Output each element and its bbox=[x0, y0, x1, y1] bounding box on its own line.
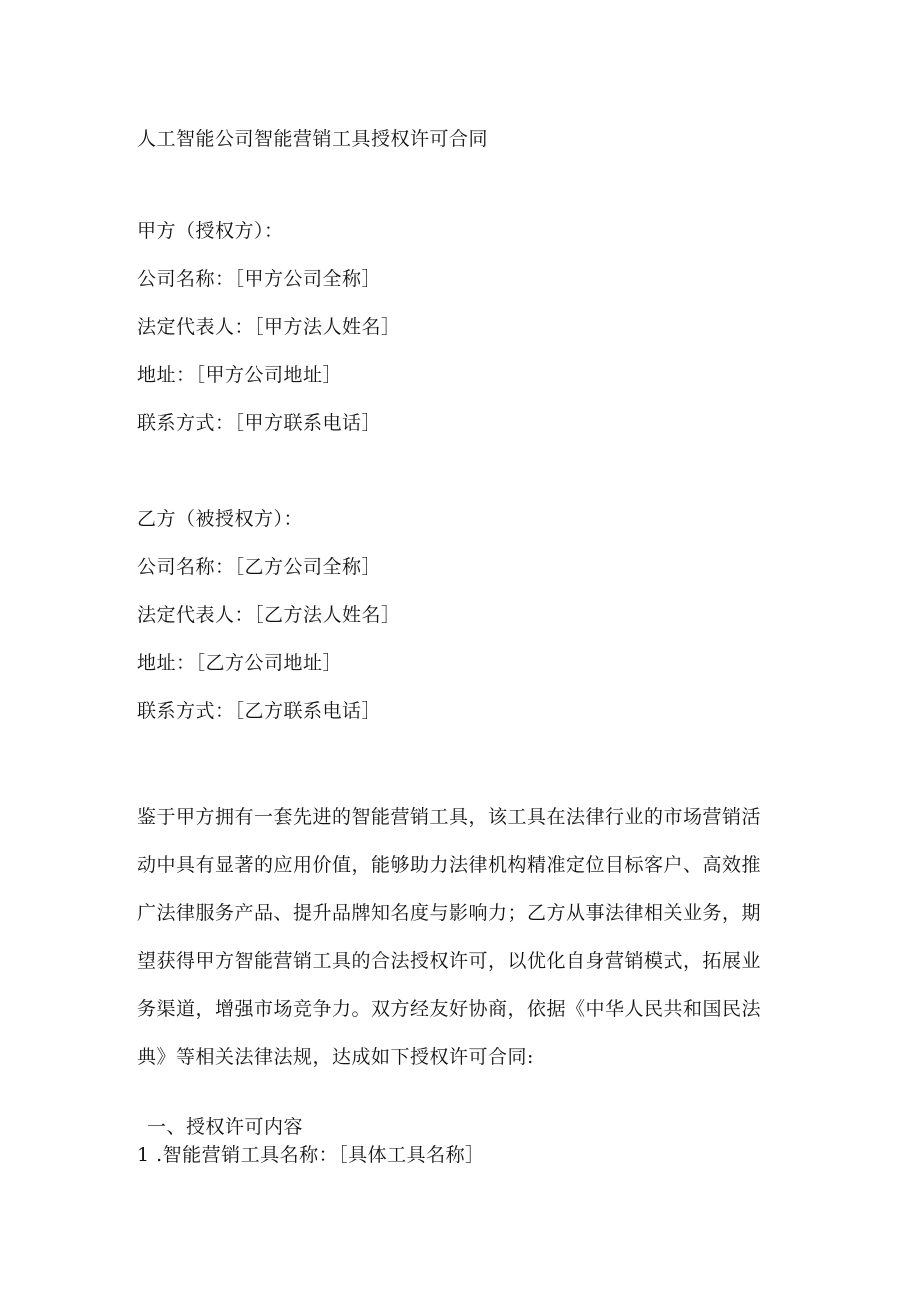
party-a-company: 公司名称：［甲方公司全称］ bbox=[137, 268, 382, 290]
section-1-heading: 一、授权许可内容 bbox=[147, 1116, 304, 1138]
preamble-line: 鉴于甲方拥有一套先进的智能营销工具，该工具在法律行业的市场营销活 bbox=[137, 806, 762, 828]
preamble-paragraph bbox=[137, 793, 787, 1081]
preamble-line: 望获得甲方智能营销工具的合法授权许可，以优化自身营销模式，拓展业 bbox=[137, 950, 762, 972]
preamble-line: 务渠道，增强市场竞争力。双方经友好协商，依据《中华人民共和国民法 bbox=[137, 998, 762, 1020]
party-b-heading: 乙方（被授权方）： bbox=[137, 508, 304, 530]
party-a-representative: 法定代表人：［甲方法人姓名］ bbox=[137, 316, 401, 338]
party-a-address: 地址：［甲方公司地址］ bbox=[137, 364, 343, 386]
preamble-line: 广法律服务产品、提升品牌知名度与影响力；乙方从事法律相关业务，期 bbox=[137, 902, 762, 924]
party-b-representative: 法定代表人：［乙方法人姓名］ bbox=[137, 604, 401, 626]
document-title: 人工智能公司智能营销工具授权许可合同 bbox=[137, 128, 489, 150]
party-b-address: 地址：［乙方公司地址］ bbox=[137, 652, 343, 674]
party-b-company: 公司名称：［乙方公司全称］ bbox=[137, 556, 382, 578]
party-a-contact: 联系方式：［甲方联系电话］ bbox=[137, 412, 382, 434]
party-b-contact: 联系方式：［乙方联系电话］ bbox=[137, 700, 382, 722]
party-a-heading: 甲方（授权方）： bbox=[137, 220, 284, 242]
preamble-line: 动中具有显著的应用价值，能够助力法律机构精准定位目标客户、高效推 bbox=[137, 854, 762, 876]
preamble-line: 典》等相关法律法规，达成如下授权许可合同: bbox=[137, 1046, 534, 1068]
section-1-item-1: 1 .智能营销工具名称：［具体工具名称］ bbox=[137, 1144, 485, 1166]
